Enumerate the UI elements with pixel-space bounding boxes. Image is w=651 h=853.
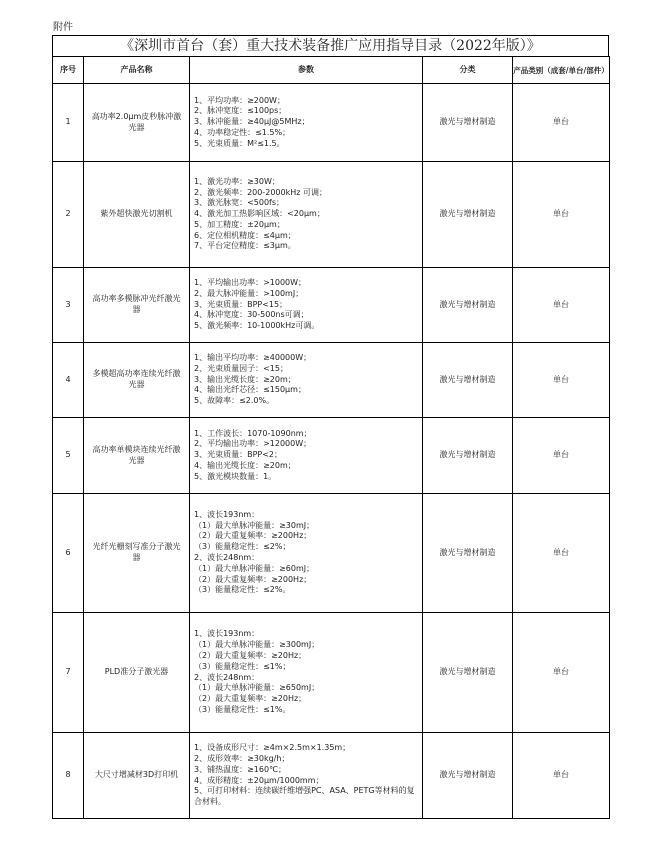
product-type: 单台 — [513, 84, 610, 162]
param-line: 5、加工精度：±20μm； — [194, 219, 285, 229]
table-row — [53, 268, 610, 343]
param-line: 5、激光模块数量：1。 — [194, 471, 277, 481]
param-line: 5、激光频率：10-1000kHz可调。 — [194, 321, 320, 331]
param-line: （2）最大重复频率：≥200Hz； — [194, 574, 312, 584]
product-name: 高功率单模块连续光纤激光器 — [84, 418, 190, 494]
product-params — [190, 268, 423, 343]
product-type: 单台 — [513, 268, 610, 343]
product-type: 单台 — [513, 733, 610, 819]
row-number: 1 — [53, 84, 84, 162]
equipment-catalog-table — [52, 56, 610, 819]
header-name: 产品名称 — [84, 57, 190, 84]
row-number: 7 — [53, 613, 84, 733]
product-params — [190, 343, 423, 418]
product-category: 激光与增材制造 — [423, 418, 513, 494]
product-name: 紫外超快激光切割机 — [84, 162, 190, 268]
param-line: （3）能量稳定性：≤1%； — [194, 661, 291, 671]
product-type: 单台 — [513, 613, 610, 733]
product-category: 激光与增材制造 — [423, 268, 513, 343]
table-row — [53, 613, 610, 733]
param-line: 2、激光频率：200-2000kHz 可调； — [194, 187, 327, 197]
param-line: 3、输出光缆长度：≥20m； — [194, 374, 296, 384]
param-line: 2、波长248nm： — [194, 672, 260, 682]
param-line: 3、激光脉宽：<500fs； — [194, 198, 285, 208]
product-name: 高功率多模脉冲光纤激光器 — [84, 268, 190, 343]
param-line: （1）最大单脉冲能量：≥650mJ； — [194, 683, 320, 693]
param-line: 1、平均功率：≥200W； — [194, 95, 285, 105]
param-line: （1）最大单脉冲能量：≥60mJ； — [194, 563, 315, 573]
product-type: 单台 — [513, 494, 610, 613]
param-line: 4、脉冲宽度：30-500ns可调； — [194, 310, 309, 320]
row-number: 4 — [53, 343, 84, 418]
param-line: 1、输出平均功率：≥40000W； — [194, 353, 312, 362]
param-line: 1、激光功率：≥30W； — [194, 176, 280, 186]
param-line: 4、激光加工热影响区域：<20μm； — [194, 209, 325, 219]
param-line: 2、脉冲宽度：≤100ps； — [194, 106, 287, 116]
row-number: 2 — [53, 162, 84, 268]
param-line: 6、定位相机精度：≤4μm； — [194, 230, 296, 240]
table-row — [53, 84, 610, 162]
param-line: 5、光束质量：M²≤1.5。 — [194, 138, 285, 148]
product-name: 高功率2.0μm皮秒脉冲激光器 — [84, 84, 190, 162]
param-line: （3）能量稳定性：≤2%； — [194, 542, 291, 552]
table-row — [53, 162, 610, 268]
product-name: 多模超高功率连续光纤激光器 — [84, 343, 190, 418]
row-number: 6 — [53, 494, 84, 613]
row-number: 3 — [53, 268, 84, 343]
row-number: 5 — [53, 418, 84, 494]
param-line: 1、工作波长：1070-1090nm； — [194, 428, 312, 438]
product-params — [190, 418, 423, 494]
param-line: 1、平均输出功率：>1000W； — [194, 278, 307, 287]
param-line: （3）能量稳定性：≤1%。 — [194, 704, 291, 714]
param-line: （2）最大重复频率：≥20Hz； — [194, 650, 307, 660]
product-type: 单台 — [513, 418, 610, 494]
param-line: （1）最大单脉冲能量：≥30mJ； — [194, 520, 315, 530]
param-line: 7、平台定位精度：≤3μm。 — [194, 241, 296, 251]
attachment-label: 附件 — [53, 22, 73, 33]
document-title: 《深圳市首台（套）重大技术装备推广应用指导目录（2022年版）》 — [52, 35, 609, 56]
param-line: 3、光束质量：BPP<15； — [194, 299, 288, 309]
product-params — [190, 84, 423, 162]
param-line: 2、最大脉冲能量：>100mJ； — [194, 288, 304, 298]
table-row — [53, 494, 610, 613]
row-number: 8 — [53, 733, 84, 819]
param-line: 3、光束质量：BPP<2； — [194, 450, 283, 460]
product-params — [190, 733, 423, 819]
product-category: 激光与增材制造 — [423, 162, 513, 268]
product-type: 单台 — [513, 162, 610, 268]
header-seq: 序号 — [53, 57, 84, 84]
param-line: 4、功率稳定性：≤1.5%； — [194, 127, 291, 137]
product-category: 激光与增材制造 — [423, 343, 513, 418]
product-type: 单台 — [513, 343, 610, 418]
table-header-row — [53, 57, 610, 84]
product-params — [190, 494, 423, 613]
param-line: 1、波长193nm： — [194, 509, 260, 519]
table-row — [53, 733, 610, 819]
param-line: 4、输出光纤芯径：≤150μm； — [194, 385, 306, 395]
param-line: 3、脉冲能量：≥40μJ@5MHz； — [194, 117, 310, 127]
param-line: （2）最大重复频率：≥200Hz； — [194, 531, 312, 541]
param-line: 2、平均输出功率：>12000W； — [194, 439, 312, 449]
param-line: （1）最大单脉冲能量：≥300mJ； — [194, 640, 320, 650]
header-category: 分类 — [423, 57, 513, 84]
product-params — [190, 613, 423, 733]
param-line: 3、铺热温度：≥160℃； — [194, 764, 287, 774]
product-name: PLD准分子激光器 — [84, 613, 190, 733]
param-line: 2、光束质量因子：<15； — [194, 363, 288, 373]
param-line: 1、设备成形尺寸：≥4m×2.5m×1.35m； — [194, 743, 351, 753]
param-line: 2、成形效率：≥30kg/h； — [194, 753, 290, 763]
param-line: 1、波长193nm： — [194, 629, 260, 639]
product-category: 激光与增材制造 — [423, 84, 513, 162]
product-name: 大尺寸增减材3D打印机 — [84, 733, 190, 819]
product-category: 激光与增材制造 — [423, 494, 513, 613]
product-params — [190, 162, 423, 268]
param-line: 4、成形精度：±20μm/1000mm； — [194, 775, 324, 785]
param-line: 5、可打印材料：连续碳纤维增强PC、ASA、PETG等材料的复合材料。 — [194, 786, 415, 807]
product-name: 光纤光栅刻写准分子激光器 — [84, 494, 190, 613]
table-row — [53, 418, 610, 494]
header-type: 产品类别（成套/单台/部件） — [513, 57, 610, 84]
param-line: 5、故障率：≤2.0%。 — [194, 396, 275, 406]
param-line: 4、输出光缆长度：≥20m； — [194, 460, 296, 470]
param-line: （2）最大重复频率：≥20Hz； — [194, 694, 307, 704]
product-category: 激光与增材制造 — [423, 733, 513, 819]
header-params: 参数 — [190, 57, 423, 84]
param-line: （3）能量稳定性：≤2%。 — [194, 585, 291, 595]
param-line: 2、波长248nm： — [194, 553, 260, 562]
product-category: 激光与增材制造 — [423, 613, 513, 733]
table-row — [53, 343, 610, 418]
